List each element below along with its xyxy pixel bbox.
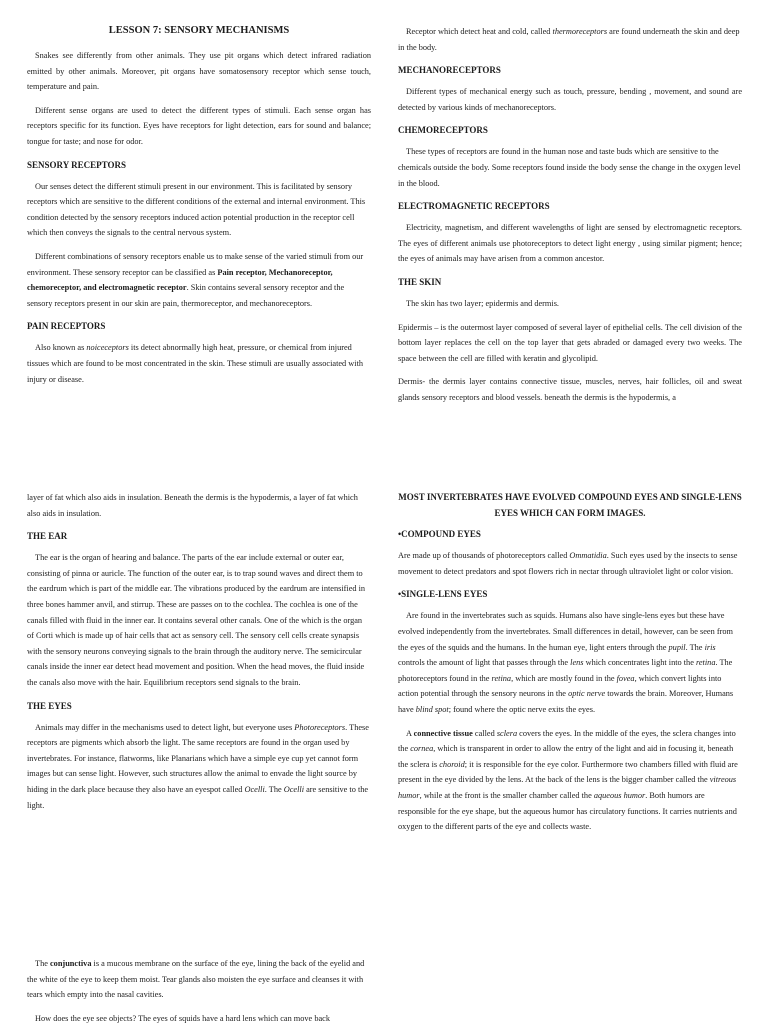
heading-pain-receptors: PAIN RECEPTORS (27, 321, 106, 332)
optic-nerve-term: optic nerve (568, 689, 606, 699)
page-title: LESSON 7: SENSORY MECHANISMS (108, 25, 290, 36)
text-run: . The (685, 642, 705, 652)
heading-electromagnetic-receptors: ELECTROMAGNETIC RECEPTORS (398, 201, 550, 212)
chemo-paragraph: These types of receptors are found in the human nose and taste buds which are sensitive to the chemicals outside the body. Some receptors found inside the body sense the change in the oxygen level in the blood. (398, 147, 741, 188)
text-run: its detect abnormally high heat, pressure, or chemical from injured tissues which are found to be most concentrated in the skin. These stimuli are usually associated with injury or disease. (27, 343, 364, 384)
text-run: . Skin contains several sensory receptor and the sensory receptors present in our skin are pain, thermoreceptor, and mechanoreceptors. (27, 283, 345, 308)
text-run: . Such eyes used by the insects to sense movement to detect predators and spot flowers rich in nectar through ultraviolet light or color vision. (398, 551, 738, 576)
text-run: towards the brain. Moreover, Humans have (398, 689, 734, 714)
receptor-types-bold: Pain receptor, Mechanoreceptor, chemoreceptor, and electromagnetic receptor (27, 267, 333, 293)
text-run: is a mucous membrane on the surface of the eye, lining the back of the eyelid and the white of the eye to keep them moist. Tear glands also moisten the eye surface and cleanses it with tears which empty into the nasal cavities. (27, 959, 365, 1000)
text-run: are sensitive to the light. (27, 784, 369, 810)
electromagnetic-paragraph: Electricity, magnetism, and different wavelengths of light are sensed by electromagnetic receptors. The eyes of different animals use photoreceptors to detect light energy , using similar pigment; hence; the eyes of animals may have arisen from a common ancestor. (398, 223, 742, 264)
sclera-paragraph (398, 726, 742, 835)
band2-left-column (27, 490, 371, 821)
text-run: ; found where the optic nerve exits the eyes. (448, 704, 596, 714)
conjunctiva-bold: conjunctiva (49, 959, 92, 968)
cornea-term: cornea (410, 744, 434, 754)
sensory-paragraph-2 (27, 249, 371, 311)
sensory-paragraph-1: Our senses detect the different stimuli present in our environment. This is facilitated by sensory receptors which are sensitive to the different conditions of the external and internal environment. This condition detected by the sensory receptors induced action potential production in the receptor cell which then conveys the signals to the central nervous system. (27, 181, 366, 238)
fovea-term: fovea (616, 673, 635, 683)
dermis-paragraph: Dermis- the dermis layer contains connective tissue, muscles, nerves, hair follicles, oil and sweat glands sensory receptors and blood vessels. beneath the dermis is the hypodermis, a (398, 377, 742, 402)
heading-sensory-receptors: SENSORY RECEPTORS (27, 159, 126, 170)
thermoreceptors-term: thermoreceptors (552, 27, 608, 36)
text-run: The (35, 959, 50, 968)
photoreceptors-term: Photoreceptors (294, 722, 346, 732)
text-run: , which are mostly found in the (511, 673, 617, 683)
iris-term: iris (704, 642, 716, 652)
text-run: controls the amount of light that passes through the (398, 658, 571, 668)
squid-paragraph: How does the eye see objects? The eyes of squids have a hard lens which can move back (35, 1013, 330, 1023)
ommatidia-term: Ommatidia (569, 551, 607, 561)
heading-compound-eyes: •COMPOUND EYES (398, 529, 481, 540)
heading-the-eyes: THE EYES (27, 700, 72, 711)
text-run: . The (264, 784, 284, 794)
text-run: . The photoreceptors found in the (398, 658, 733, 683)
text-run: Different combinations of sensory receptors enable us to make sense of the varied stimuli from our environment. These sensory receptor can be classified as (27, 251, 364, 277)
text-run: Are found in the invertebrates such as squids. Humans also have single-lens eyes but these have evolved independently from the invertebrates. Small differences in detail, however, can be seen from the eyes of the squids and the humans. In the human eye, light enters through the (398, 611, 733, 652)
text-run: Animals may differ in the mechanisms used to detect light, but everyone uses (35, 722, 295, 732)
band2-right-column (398, 490, 742, 843)
band3-left-column (27, 956, 371, 1034)
thermo-paragraph (398, 24, 742, 55)
retina-term: retina (491, 673, 512, 683)
heading-the-skin: THE SKIN (398, 276, 442, 287)
dermis-continuation: layer of fat which also aids in insulation. Beneath the dermis is the hypodermis, a layer of fat which also aids in insulation. (27, 493, 358, 518)
intro-paragraph-2: Different sense organs are used to detect the different types of stimuli. Each sense organ has receptors specific for its function. Eyes have receptors for light detection, ears for sound and balance; tongue for taste; and nose for odor. (27, 105, 371, 146)
ocelli-term: Ocelli (283, 784, 305, 794)
band1-right-column (398, 24, 742, 414)
ear-paragraph: The ear is the organ of hearing and balance. The parts of the ear include external or outer ear, consisting of pinna or auricle. The function of the outer ear, is to trap sound waves and direct them to the eardrum which is part of the middle ear. The vibrations produced by the eardrum are intensified in three bones hammer anvil, and stirrup. These are passes on to the cochlea. The cochlea is one of the canals filled with fluid in the inner ear. It contains several other canals. One of the which is the organ of Corti which is made up of hair cells that act as sensory cell. The sensory cell cells create synapsis with the sensory neurons conveying signals to the brain through the auditory nerve. The semicircular canals inside the inner ear detect head movement and position. When the head moves, the fluid inside the canals also move with the hair. Equilibrium receptors send signals to the brain. (27, 553, 366, 687)
heading-invertebrate-eyes: MOST INVERTEBRATES HAVE EVOLVED COMPOUND EYES AND SINGLE-LENS EYES WHICH CAN FORM IMAGES. (398, 492, 742, 518)
text-run: , which convert lights into action potential through the sensory neurons in the (398, 673, 722, 699)
text-run: . These receptors are pigments which absorb the light. The same receptors are found in the organ used by invertebrates. For instance, flatworms, like Planarians which have a simple eye cup yet cannot form images but can sense light. However, such structures allow the animal to envade the light source by hiding in the dark place because they also have an eyespot called (27, 722, 369, 794)
lens-term: lens (570, 658, 584, 668)
noiceceptors-term: noiceceptors (86, 343, 129, 353)
text-run: covers the eyes. In the middle of the eyes, the sclera changes into the (398, 728, 736, 754)
sclera-term: sclera (496, 728, 518, 738)
intro-paragraph-1: Snakes see differently from other animals. They use pit organs which detect infrared radiation emitted by other animals. Moreover, pit organs have somatosensory receptor which sense touch, temperature and pain. (27, 51, 371, 92)
heading-the-ear: THE EAR (27, 531, 68, 542)
epidermis-paragraph: Epidermis – is the outermost layer composed of several layer of epithelial cells. The cell division of the bottom layer replaces the cell on the top layer that gets abraded or damaged every two weeks. The space between the cell are filled with keratin and glycolipid. (398, 322, 742, 363)
heading-single-lens-eyes: •SINGLE-LENS EYES (398, 589, 488, 600)
eyes-paragraph (27, 720, 371, 814)
mechano-paragraph: Different types of mechanical energy such as touch, pressure, bending , movement, and sound are detected by various kinds of mechanoreceptors. (398, 87, 742, 112)
heading-chemoreceptors: CHEMORECEPTORS (398, 125, 488, 136)
conjunctiva-paragraph (27, 956, 371, 1003)
text-run: called (472, 728, 497, 738)
text-run: , which is transparent in order to allow the entry of the light and aid in focusing it, beneath the sclera is (398, 744, 734, 769)
choroid-term: choroid (439, 759, 465, 769)
text-run: are found underneath the skin and deep in the body. (398, 27, 740, 52)
text-run: , while at the front is the smaller chamber called the (419, 790, 594, 800)
connective-tissue-bold: connective tissue (413, 728, 473, 738)
pupil-term: pupil (668, 642, 686, 652)
text-run: A (406, 728, 414, 738)
text-run: Also known as (35, 343, 87, 353)
vitreous-humor-term: vitreous humor (398, 775, 737, 800)
text-run: ; it is responsible for the eye color. Furthermore two chambers filled with fluid are present in the eye divided by the lens. At the back of the lens is the bigger chamber called the (398, 759, 738, 785)
text-run: Receptor which detect heat and cold, called (406, 27, 553, 36)
band1-left-column (27, 24, 371, 395)
compound-eyes-paragraph (398, 548, 742, 579)
blind-spot-term: blind spot (415, 704, 449, 714)
text-run: which concentrates light into the (583, 658, 696, 668)
pain-paragraph (27, 340, 371, 387)
ocelli-term: Ocelli (244, 784, 265, 794)
skin-paragraph-1: The skin has two layer; epidermis and dermis. (406, 298, 559, 308)
text-run: . Both humors are responsible for the eye shape, but the aqueous humor has circulatory functions. It carries nutrients and oxygen to the different parts of the eye and collects waste. (398, 790, 737, 832)
heading-mechanoreceptors: MECHANORECEPTORS (398, 65, 501, 76)
single-lens-paragraph (398, 608, 742, 717)
retina-term: retina (695, 658, 716, 668)
text-run: Are made up of thousands of photoreceptors called (398, 551, 570, 561)
aqueous-humor-term: aqueous humor (593, 790, 646, 800)
